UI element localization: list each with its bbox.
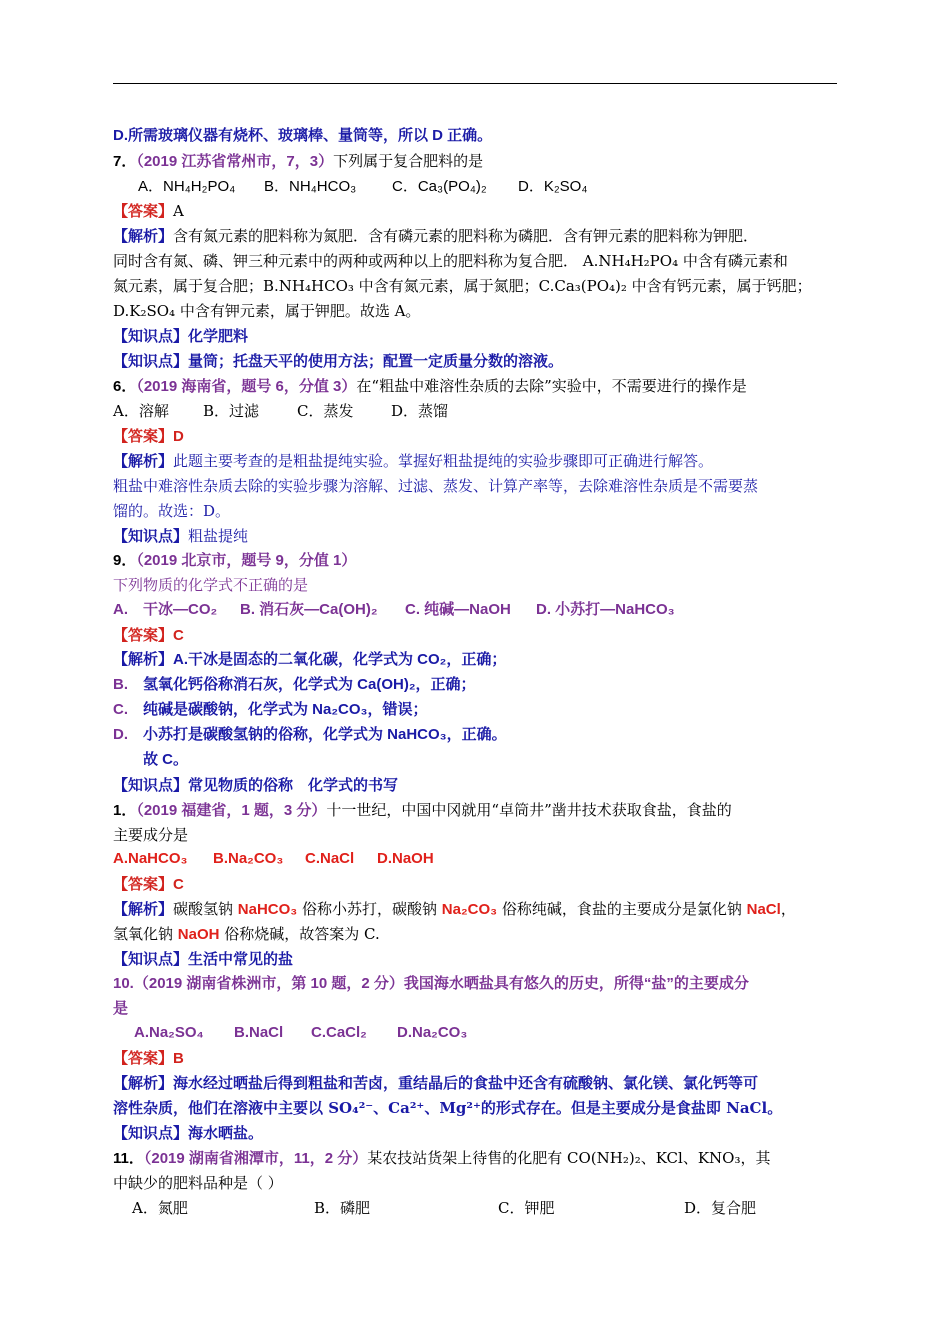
option-d: D．复合肥 [684, 1199, 757, 1217]
knowledge-text: 化学肥料 [188, 327, 249, 345]
option-a: A．氮肥 [132, 1199, 188, 1217]
formula: NaOH [177, 926, 220, 943]
formula: NaCl [746, 901, 781, 918]
analysis-text: 此题主要考查的是粗盐提纯实验。掌握好粗盐提纯的实验步骤即可正确进行解答。 [173, 452, 714, 470]
analysis-text: 小苏打是碳酸氢钠的俗称，化学式为 NaHCO₃，正确。 [143, 726, 507, 743]
option-a: A．溶解 [113, 402, 169, 420]
option-d: D．蒸馏 [391, 402, 449, 420]
analysis-text: 海水经过晒盐后得到粗盐和苦卤，重结晶后的食盐中还含有硫酸钠、氯化镁、氯化钙等可 [173, 1074, 759, 1092]
question-source: （2019 江苏省常州市，7，3） [136, 153, 334, 170]
analysis-tag: 【解析】 [113, 900, 174, 918]
question-number: 9． [113, 552, 137, 569]
answer-value: C [173, 627, 184, 644]
analysis-text: 俗称纯碱，食盐的主要成分是氯化钠 [497, 900, 747, 918]
analysis-tag: 【解析】 [113, 452, 174, 470]
analysis-tag: 【解析】 [113, 1074, 174, 1092]
question-6 [113, 376, 843, 397]
option-b: B. 消石灰—Ca(OH)₂ [240, 601, 378, 618]
option-c: C. 纯碱—NaOH [405, 601, 511, 618]
option-d: D．K₂SO₄ [518, 178, 588, 195]
option-a: A．NH₄H₂PO₄ [138, 178, 236, 195]
question-11 [113, 1148, 843, 1169]
analysis-text: 氢氧化钠 [113, 925, 178, 943]
answer-value: C [173, 876, 184, 893]
knowledge-point [113, 526, 843, 546]
answer-tag: 【答案】 [113, 202, 174, 220]
option-d: D. 小苏打—NaHCO₃ [536, 601, 675, 618]
question-11-options [132, 1198, 862, 1218]
knowledge-point [113, 351, 843, 371]
answer-value: A [173, 202, 184, 220]
knowledge-tag: 【知识点】 [113, 527, 189, 545]
analysis-line [113, 226, 843, 246]
analysis-line [113, 650, 843, 670]
analysis-tag: 【解析】 [113, 651, 174, 668]
question-source: （2019 湖南省湘潭市，11，2 分） [143, 1150, 368, 1167]
answer-tag: 【答案】 [113, 626, 174, 644]
question-stem: 中缺少的肥料品种是（ ） [113, 1174, 283, 1192]
question-stem: 在“粗盐中难溶性杂质的去除”实验中，不需要进行的操作是 [356, 377, 747, 395]
answer-tag: 【答案】 [113, 875, 174, 893]
knowledge-tag: 【知识点】 [113, 352, 189, 370]
analysis-item-b [113, 675, 843, 695]
analysis-text: 粗盐中难溶性杂质去除的实验步骤为溶解、过滤、蒸发、计算产率等，去除难溶性杂质是不需要蒸 [113, 477, 759, 495]
knowledge-tag: 【知识点】 [113, 950, 189, 968]
answer-line [113, 1048, 843, 1069]
knowledge-point [113, 949, 843, 969]
option-a: A. 干冰—CO₂ [113, 601, 218, 618]
knowledge-point [113, 1123, 843, 1143]
question-10-cont: 是 [113, 1000, 129, 1017]
option-c: C．钾肥 [498, 1199, 555, 1217]
question-1 [113, 800, 843, 821]
question-stem: 十一世纪，中国中冈就用“卓筒井”凿井技术获取食盐，食盐的 [326, 801, 732, 819]
prev-answer-d-line: D.所需玻璃仪器有烧杯、玻璃棒、量筒等，所以 D 正确。 [113, 127, 493, 144]
option-a: A.NaHCO₃ [113, 850, 188, 867]
answer-tag: 【答案】 [113, 1049, 174, 1067]
option-a: A.Na₂SO₄ [134, 1024, 204, 1041]
option-c: C．Ca₃(PO₄)₂ [392, 178, 487, 195]
option-d: D.Na₂CO₃ [397, 1024, 468, 1041]
knowledge-text: 海水晒盐。 [188, 1124, 264, 1142]
answer-line [113, 625, 843, 646]
option-c: C.CaCl₂ [311, 1024, 367, 1041]
question-source: （2019 海南省，题号 6，分值 3） [136, 378, 357, 395]
option-c: C.NaCl [305, 850, 355, 867]
knowledge-point [113, 326, 843, 346]
analysis-text: 馏的。故选：D。 [113, 502, 231, 520]
option-b: B．NH₄HCO₃ [264, 178, 357, 195]
question-7 [113, 151, 843, 172]
analysis-text: A.干冰是固态的二氧化碳，化学式为 CO₂，正确； [173, 651, 507, 668]
question-source: （2019 福建省，1 题，3 分） [136, 802, 327, 819]
knowledge-text: 常见物质的俗称 化学式的书写 [188, 776, 399, 794]
question-stem: 下列物质的化学式不正确的是 [113, 576, 309, 594]
formula: NaHCO₃ [237, 901, 298, 918]
question-1-options [113, 849, 843, 869]
item-label: B. [113, 676, 128, 693]
analysis-line [113, 1073, 843, 1093]
knowledge-text: 量筒；托盘天平的使用方法；配置一定质量分数的溶液。 [188, 352, 564, 370]
option-b: B．磷肥 [314, 1199, 371, 1217]
knowledge-text: 生活中常见的盐 [188, 950, 294, 968]
question-stem: 某农技站货架上待售的化肥有 CO(NH₂)₂、KCl、KNO₃，其 [367, 1149, 771, 1167]
option-d: D.NaOH [377, 850, 434, 867]
analysis-text: 同时含有氮、磷、钾三种元素中的两种或两种以上的肥料称为复合肥． A.NH₄H₂PO₄ 中含有磷元素和 [113, 252, 788, 270]
option-c: C．蒸发 [297, 402, 354, 420]
option-b: B．过滤 [203, 402, 260, 420]
knowledge-tag: 【知识点】 [113, 776, 189, 794]
knowledge-tag: 【知识点】 [113, 1124, 189, 1142]
question-10-options [134, 1023, 864, 1043]
question-number: 11． [113, 1150, 144, 1167]
question-7-options [138, 177, 868, 197]
analysis-line [113, 899, 843, 920]
formula: Na₂CO₃ [441, 901, 498, 918]
analysis-text: 氮元素，属于复合肥；B.NH₄HCO₃ 中含有氮元素，属于氮肥；C.Ca₃(PO₄)₂ 中含有钙元素，属于钙肥； [113, 277, 812, 295]
analysis-text: D.K₂SO₄ 中含有钾元素，属于钾肥。故选 A。 [113, 302, 421, 320]
analysis-text: 碳酸氢钠 [173, 900, 238, 918]
analysis-conclusion: 故 C。 [143, 751, 189, 768]
analysis-text: 纯碱是碳酸钠，化学式为 Na₂CO₃，错误； [143, 701, 428, 718]
question-number: 1． [113, 802, 137, 819]
knowledge-tag: 【知识点】 [113, 327, 189, 345]
answer-value: D [173, 428, 184, 445]
analysis-text: 氢氧化钙俗称消石灰，化学式为 Ca(OH)₂，正确； [143, 676, 476, 693]
question-10: 10.（2019 湖南省株洲市，第 10 题，2 分）我国海水晒盐具有悠久的历史，所得“盐”的主要成分 [113, 975, 749, 992]
analysis-line [113, 451, 843, 471]
analysis-text: 含有氮元素的肥料称为氮肥．含有磷元素的肥料称为磷肥．含有钾元素的肥料称为钾肥． [173, 227, 759, 245]
question-stem: 主要成分是 [113, 826, 189, 844]
answer-line [113, 201, 843, 221]
item-label: C. [113, 701, 128, 718]
answer-line [113, 426, 843, 447]
option-b: B.NaCl [234, 1024, 284, 1041]
analysis-text: 俗称烧碱，故答案为 C. [219, 925, 380, 943]
question-9 [113, 550, 843, 571]
header-rule [113, 83, 837, 84]
question-number: 7． [113, 153, 137, 170]
answer-tag: 【答案】 [113, 427, 174, 445]
analysis-text: 溶性杂质，他们在溶液中主要以 SO₄²⁻、Ca²⁺、Mg²⁺的形式存在。但是主要成分是食盐即 NaCl。 [113, 1099, 783, 1117]
knowledge-point [113, 775, 843, 795]
analysis-text: ， [780, 900, 796, 918]
question-source: （2019 北京市，题号 9，分值 1） [136, 552, 357, 569]
question-9-options [113, 600, 843, 620]
answer-line [113, 874, 843, 895]
analysis-text: 俗称小苏打，碳酸钠 [297, 900, 442, 918]
question-stem: 下列属于复合肥料的是 [333, 152, 484, 170]
item-label: D. [113, 726, 128, 743]
question-6-options [113, 401, 843, 421]
analysis-item-d [113, 725, 843, 745]
analysis-item-c [113, 700, 843, 720]
answer-value: B [173, 1050, 184, 1067]
analysis-tag: 【解析】 [113, 227, 174, 245]
option-b: B.Na₂CO₃ [213, 850, 284, 867]
analysis-line [113, 924, 843, 945]
question-number: 6． [113, 378, 137, 395]
knowledge-text: 粗盐提纯 [188, 527, 249, 545]
